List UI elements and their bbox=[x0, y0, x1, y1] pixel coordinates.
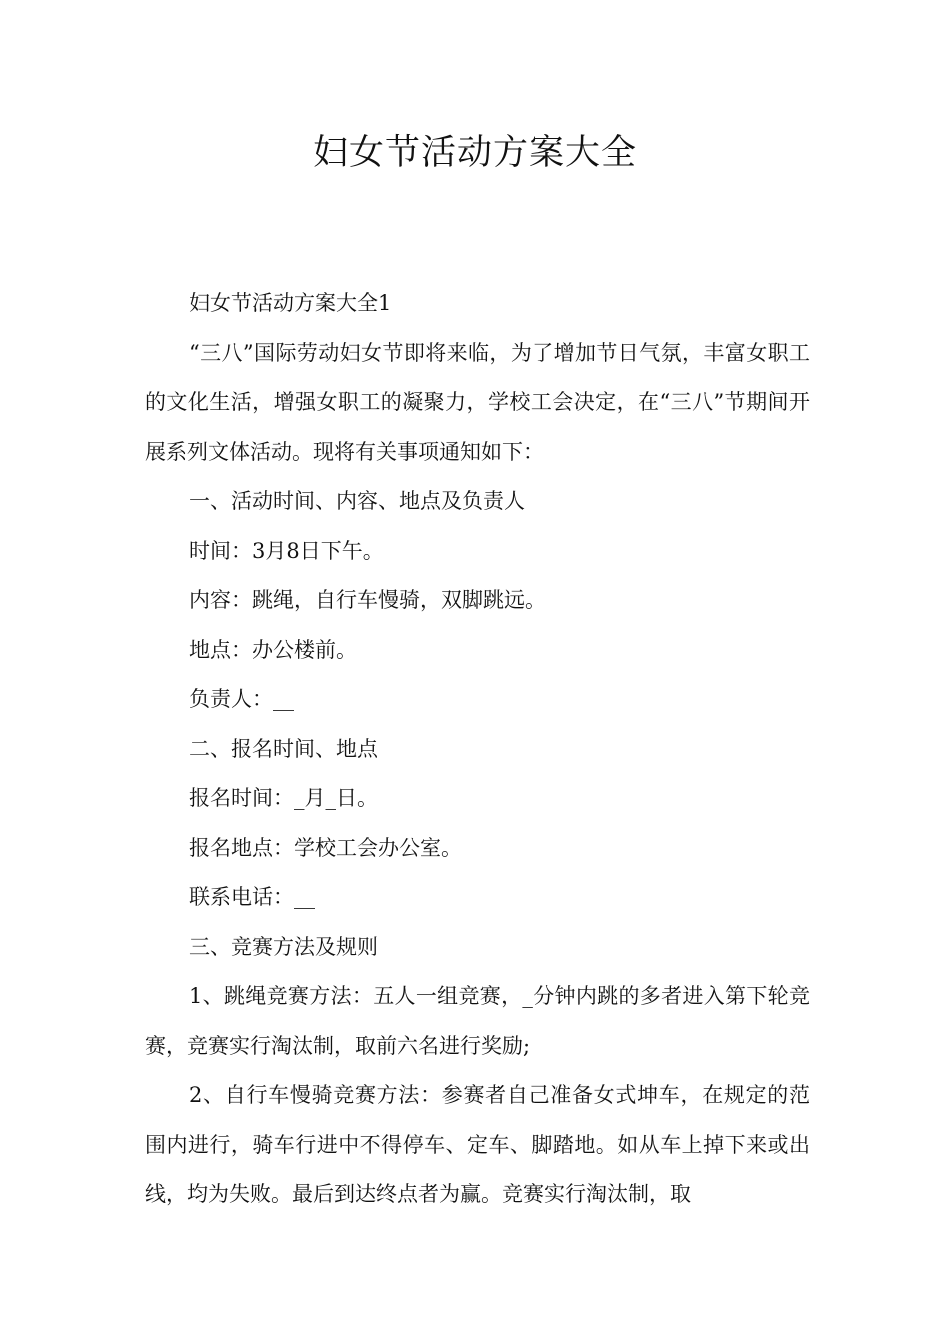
paragraph-location: 地点：办公楼前。 bbox=[189, 637, 357, 662]
section-heading: 三、竞赛方法及规则 bbox=[189, 934, 378, 959]
paragraph-contact-phone: 联系电话：__ bbox=[189, 885, 315, 909]
paragraph-content: 内容：跳绳，自行车慢骑，双脚跳远。 bbox=[189, 588, 546, 612]
paragraph-time: 时间：3月8日下午。 bbox=[189, 538, 384, 563]
rule-paragraph: 1、跳绳竞赛方法：五人一组竞赛，_分钟内跳的多者进入第下轮竞赛，竞赛实行淘汰制，取前六名进行奖励; bbox=[145, 984, 810, 1058]
section-heading: 一、活动时间、内容、地点及负责人 bbox=[189, 489, 525, 513]
intro-paragraph: “三八”国际劳动妇女节即将来临，为了增加节日气氛，丰富女职工的文化生活，增强女职工的凝聚力，学校工会决定，在“三八”节期间开展系列文体活动。现将有关事项通知如下： bbox=[145, 340, 810, 464]
section-heading: 二、报名时间、地点 bbox=[189, 736, 378, 761]
paragraph-responsible: 负责人：__ bbox=[189, 687, 294, 711]
document-body bbox=[145, 279, 810, 1220]
section-heading: 妇女节活动方案大全1 bbox=[189, 291, 392, 315]
document-title: 妇女节活动方案大全 bbox=[312, 133, 637, 173]
paragraph-registration-location: 报名地点：学校工会办公室。 bbox=[189, 835, 462, 860]
rule-paragraph: 2、自行车慢骑竞赛方法：参赛者自己准备女式坤车，在规定的范围内进行，骑车行进中不得停车、定车、脚踏地。如从车上掉下来或出线，均为失败。最后到达终点者为赢。竞赛实行淘汰制，取 bbox=[145, 1083, 810, 1206]
paragraph-registration-time: 报名时间：_月_日。 bbox=[189, 786, 378, 810]
